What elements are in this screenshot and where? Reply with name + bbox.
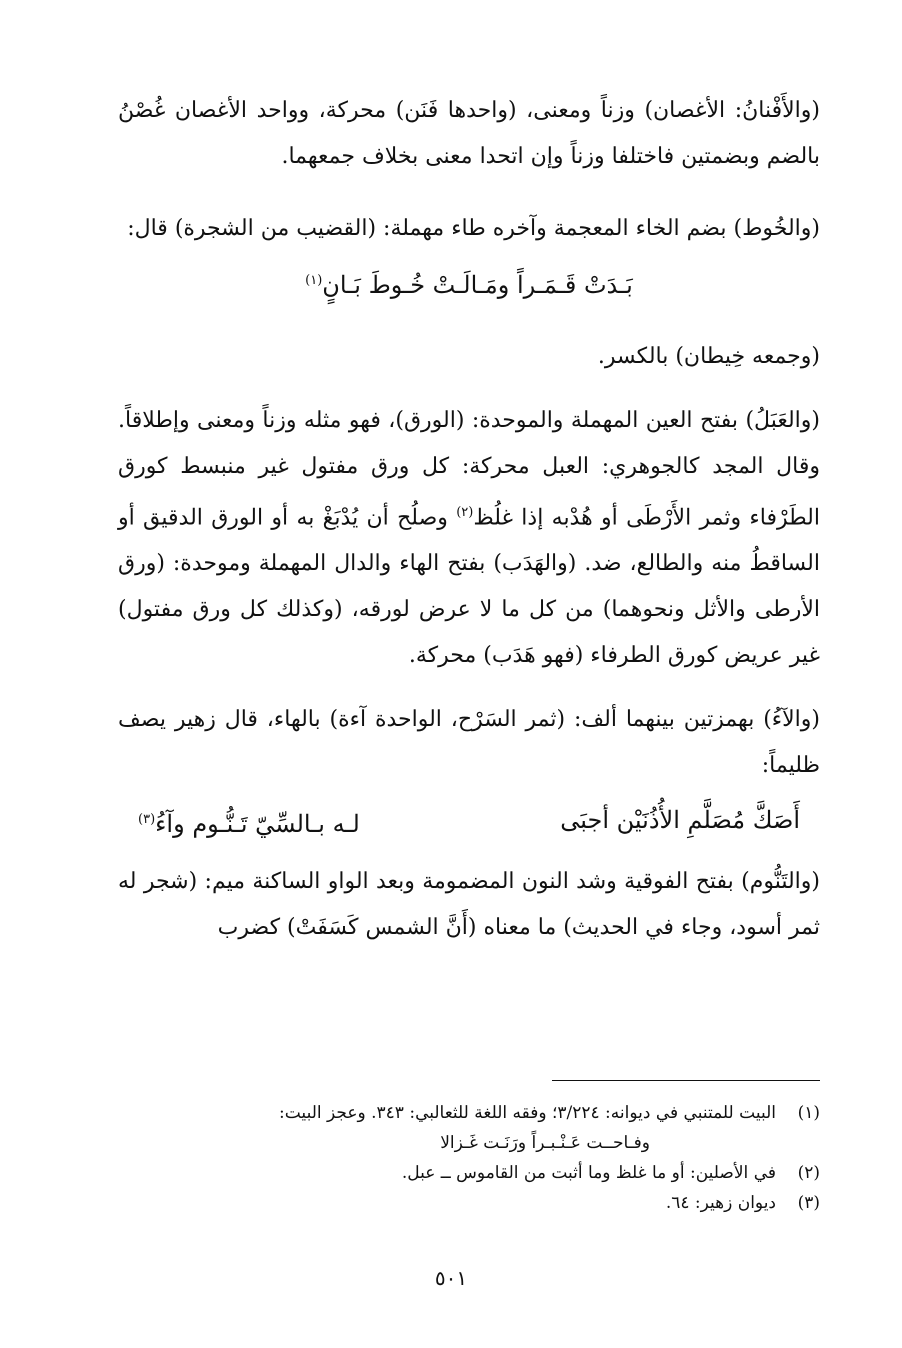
footnote-separator bbox=[552, 1080, 820, 1081]
paragraph-afnan: (والأَفْنانُ: الأغصان) وزناً ومعنى، (واحدها فَنَن) محركة، وواحد الأغصان غُصْنُ بالضم وبضمتين فاختلفا وزناً وإن اتحدا معنى بخلاف جمعهما. bbox=[118, 98, 820, 169]
verse-1-text: بَـدَتْ قَـمَـراً ومَـالَـتْ خُـوطَ بَـانٍ bbox=[322, 271, 633, 299]
verse-2-second-hemistich bbox=[138, 795, 360, 849]
main-text bbox=[118, 88, 820, 951]
footnote-3 bbox=[120, 1188, 820, 1218]
paragraph-abal-part2: وصلُح أن يُدْبَغْ به أو الورق الدقيق أو الساقطُ منه والطالع، ضد. (والهَدَب) بفتح الهاء والدال المهملة وموحدة: (ورق الأرطى والأثل ونحوهما) من كل ما لا عرض لورقه، (وكذلك كل ورق مفتول) غير عريض كورق الطرفاء (فهو هَدَب) محركة. bbox=[118, 505, 820, 669]
footnote-2 bbox=[120, 1158, 820, 1188]
paragraph-khitan: (وجمعه خِيطان) بالكسر. bbox=[597, 344, 820, 369]
footnote-ref-1: (١) bbox=[305, 273, 323, 288]
page-number: ٥٠١ bbox=[434, 1266, 468, 1290]
footnote-1-text: البيت للمتنبي في ديوانه: ٣/٢٢٤؛ وفقه اللغة للثعالبي: ٣٤٣. وعجز البيت: bbox=[279, 1103, 776, 1123]
paragraph-abal bbox=[118, 398, 820, 679]
footnote-ref-3: (٣) bbox=[138, 812, 156, 828]
paragraph-aa: (والآءُ) بهمزتين بينهما ألف: (ثمر السَرْح، الواحدة آءة) بالهاء، قال زهير يصف ظليماً: bbox=[118, 707, 820, 779]
footnote-3-number: (٣) bbox=[797, 1193, 820, 1213]
verse-2-first-hemistich: أَصَكَّ مُصَلَّمِ الأُذُنَيْن أجبَى bbox=[560, 806, 800, 835]
footnote-2-number: (٢) bbox=[797, 1163, 820, 1183]
verse-line-1 bbox=[118, 256, 820, 310]
paragraph-tannum: (والتَنُّوم) بفتح الفوقية وشد النون المضمومة وبعد الواو الساكنة ميم: (شجر له ثمر أسود، وجاء في الحديث) ما معناه (أَنَّ الشمس كَسَفَتْ) كضرب bbox=[118, 869, 820, 941]
footnote-ref-2: (٢) bbox=[456, 505, 474, 520]
footnote-2-text: في الأصلين: أو ما غلظ وما أثبت من القاموس ــ عبل. bbox=[401, 1163, 776, 1183]
footnote-1-verse: وفـاحــت عَـنْـبـراً ورَنَـت غَـزالا bbox=[440, 1133, 650, 1153]
paragraph-khut: (والخُوط) بضم الخاء المعجمة وآخره طاء مهملة: (القضيب من الشجرة) قال: bbox=[127, 216, 820, 241]
footnote-1 bbox=[120, 1098, 820, 1128]
verse-line-2 bbox=[118, 795, 820, 849]
verse-2-second-text: لـه بـالسِّيّ تَـنُّـوم وآءُ bbox=[155, 810, 360, 839]
footnotes bbox=[120, 1098, 820, 1218]
paragraph-abal-part1: (والعَبَلُ) بفتح العين المهملة والموحدة: (الورق)، فهو مثله وزناً ومعنى وإطلاقاً. وقال المجد كالجوهري: العبل محركة: كل ورق مفتول غير منبسط كورق الطَرْفاء وثمر الأَرْطَى أو هُدْبه إذا غلُظ bbox=[118, 408, 820, 531]
footnote-3-text: ديوان زهير: ٦٤. bbox=[665, 1193, 776, 1213]
footnote-1-number: (١) bbox=[797, 1103, 820, 1123]
